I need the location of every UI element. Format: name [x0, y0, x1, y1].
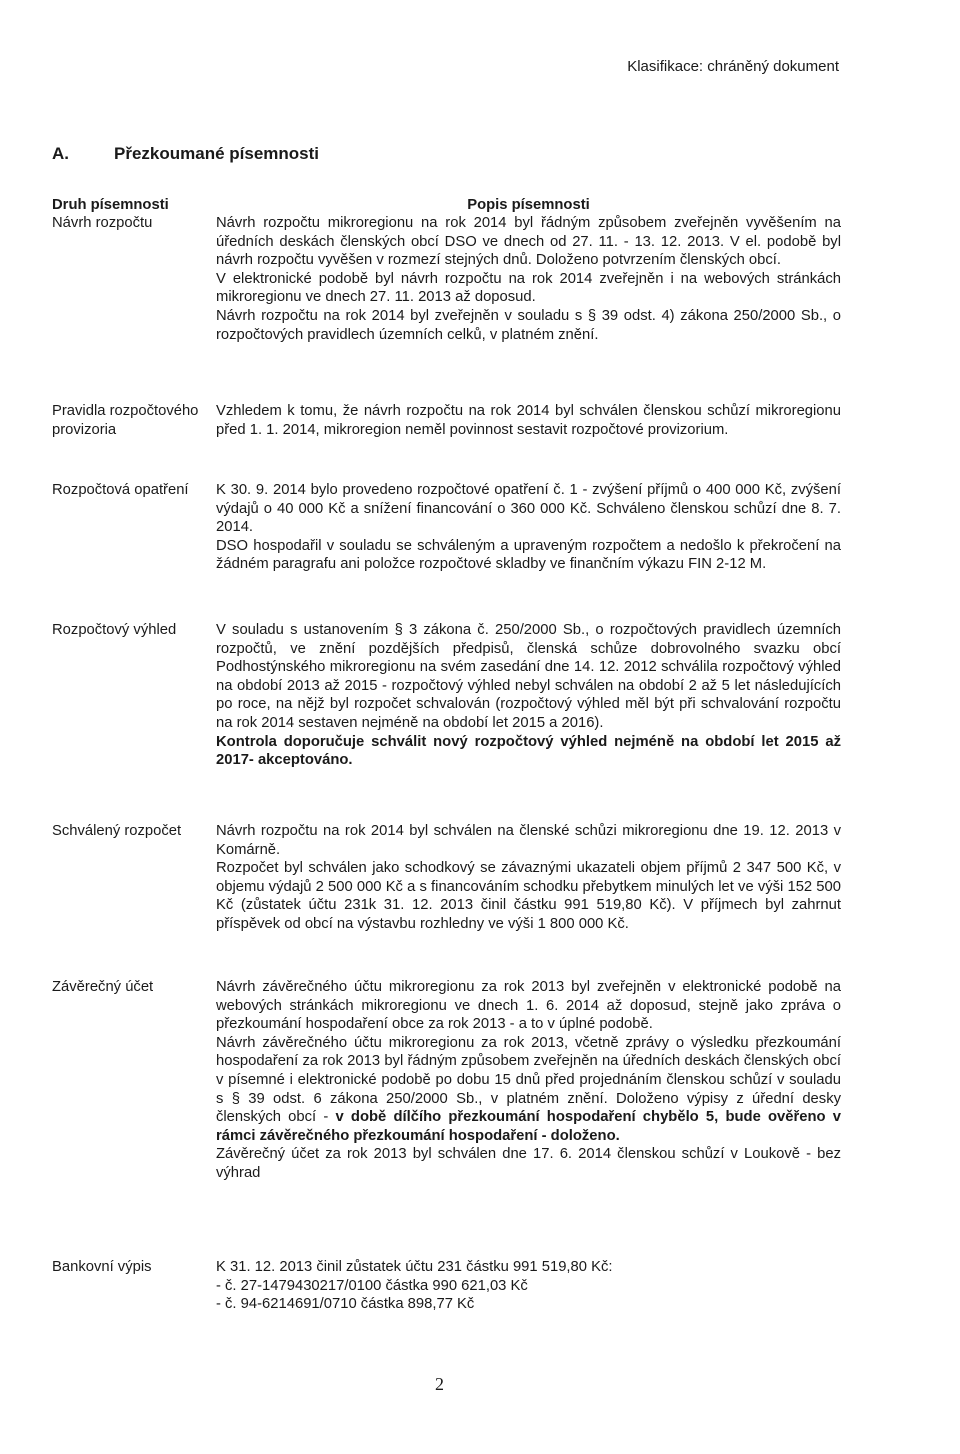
- paragraph: Rozpočet byl schválen jako schodkový se závaznými ukazateli objem příjmů 2 347 500 Kč, v objemu výdajů 2 500 000 Kč a s financováním schodku přebytkem minulých let ve výši 152 500 Kč (zůstatek účtu 231k 31. 12. 2013 činil částku 991 519,80 Kč). V příjmech byl zahrnut příspěvek od obcí na výstavbu rozhledny ve výši 1 800 000 Kč.: [216, 860, 841, 932]
- paragraph: Závěrečný účet za rok 2013 byl schválen dne 17. 6. 2014 členskou schůzí v Loukově - bez výhrad: [216, 1146, 841, 1181]
- section-title: [52, 144, 319, 164]
- row-label-schvaleny-rozpocet: Schválený rozpočet: [52, 823, 182, 839]
- row-label-rozpoctova-opatreni: Rozpočtová opatření: [52, 482, 189, 498]
- section-letter: A.: [52, 144, 69, 163]
- paragraph: - č. 94-6214691/0710 částka 898,77 Kč: [216, 1296, 475, 1313]
- row-label-rozpoctovy-vyhled: Rozpočtový výhled: [52, 622, 177, 638]
- column-header-type: Druh písemnosti: [52, 197, 169, 213]
- row-content-rozpoctova-opatreni: [216, 481, 841, 574]
- paragraph: [216, 1034, 841, 1146]
- row-content-zaverecny-ucet: [216, 978, 841, 1183]
- row-label-zaverecny-ucet: Závěrečný účet: [52, 979, 154, 995]
- paragraph: V elektronické podobě byl návrh rozpočtu na rok 2014 zveřejněn i na webových stránkách mikroregionu ve dnech 27. 11. 2013 až doposud.: [216, 270, 841, 306]
- paragraph: Vzhledem k tomu, že návrh rozpočtu na rok 2014 byl schválen členskou schůzí mikroregionu před 1. 1. 2014, mikroregion neměl povinnost sestavit rozpočtové provizorium.: [216, 403, 841, 438]
- paragraph: Návrh závěrečného účtu mikroregionu za rok 2013 byl zveřejněn v elektronické podobě na webových stránkách mikroregionu ve dnech 1. 6. 2014 až doposud, stejně jako zpráva o přezkoumání hospodaření obce za rok 2013 - a to v úplné podobě.: [216, 979, 841, 1033]
- page-number: 2: [435, 1374, 444, 1394]
- paragraph: Návrh rozpočtu mikroregionu na rok 2014 byl řádným způsobem zveřejněn vyvěšením na úředních deskách členských obcí DSO ve dnech od 27. 11. - 13. 12. 2013. V el. podobě byl návrh rozpočtu vyvěšen v rozmezí stejných dnů. Doloženo potvrzením členských obcí.: [216, 215, 841, 269]
- paragraph-bold: Kontrola doporučuje schválit nový rozpočtový výhled nejméně na období let 2015 až 2017- akceptováno.: [216, 733, 841, 769]
- paragraph: DSO hospodařil v souladu se schváleným a upraveným rozpočtem a nedošlo k překročení na žádném paragrafu ani položce rozpočtové skladby ve finančním výkazu FIN 2-12 M.: [216, 537, 841, 573]
- row-label-bankovni-vypis: Bankovní výpis: [52, 1259, 152, 1275]
- paragraph: - č. 27-1479430217/0100 částka 990 621,03 Kč: [216, 1277, 528, 1294]
- paragraph: K 31. 12. 2013 činil zůstatek účtu 231 částku 991 519,80 Kč:: [216, 1259, 613, 1275]
- row-content-rozpoctovy-vyhled: [216, 621, 841, 770]
- paragraph: Návrh rozpočtu na rok 2014 byl zveřejněn v souladu s § 39 odst. 4) zákona 250/2000 Sb., o rozpočtových pravidlech územních celků, v platném znění.: [216, 307, 841, 343]
- column-header-description: [216, 196, 841, 215]
- paragraph-bold-part: v době dílčího přezkoumání hospodaření chybělo 5, bude ověřeno v rámci závěrečného přezkoumání hospodaření - doloženo.: [216, 1109, 842, 1144]
- paragraph-normal-part: Návrh závěrečného účtu mikroregionu za rok 2013, včetně zprávy o výsledku přezkoumání hospodaření za rok 2013 byl řádným způsobem zveřejněn na úředních deskách členských obcí v písemné i elektronické podobě po dobu 15 dnů před projednáním členskou schůzí v souladu s § 39 odst. 6 zákona 250/2000 Sb., v platném znění. Doloženo výpisy z úřední desky členských obcí -: [216, 1034, 841, 1126]
- row-content-schvaleny-rozpocet: [216, 822, 841, 934]
- row-content-navrh-rozpoctu: [216, 214, 841, 344]
- row-content-pravidla-provizoria: [216, 402, 841, 439]
- row-label-pravidla-provizoria: Pravidla rozpočtového provizoria: [52, 403, 199, 438]
- row-content-bankovni-vypis: [216, 1258, 841, 1314]
- section-heading: Přezkoumané písemnosti: [114, 144, 320, 163]
- paragraph: Návrh rozpočtu na rok 2014 byl schválen na členské schůzi mikroregionu dne 19. 12. 2013 v Komárně.: [216, 823, 841, 858]
- classification-label: Klasifikace: chráněný dokument: [627, 58, 839, 75]
- paragraph: V souladu s ustanovením § 3 zákona č. 250/2000 Sb., o rozpočtových pravidlech územních rozpočtů, ve znění pozdějších předpisů, členská schůze dobrovolného svazku obcí Podhostýnského mikroregionu na svém zasedání dne 14. 12. 2012 schválila rozpočtový výhled na období 2013 až 2015 - rozpočtový výhled nebyl schválen na období 2 až 5 let následujících po roce, na nějž byl rozpočet schvalován (rozpočtový výhled měl být při schvalování rozpočtu na rok 2014 sestaven nejméně na období let 2015 a 2016).: [216, 622, 841, 731]
- paragraph: K 30. 9. 2014 bylo provedeno rozpočtové opatření č. 1 - zvýšení příjmů o 400 000 Kč, zvýšení výdajů o 40 000 Kč a snížení financování o 360 000 Kč. Schváleno členskou schůzí dne 8. 7. 2014.: [216, 482, 841, 536]
- row-label-navrh-rozpoctu: Návrh rozpočtu: [52, 215, 153, 231]
- column-header-description-text: Popis písemnosti: [467, 197, 590, 213]
